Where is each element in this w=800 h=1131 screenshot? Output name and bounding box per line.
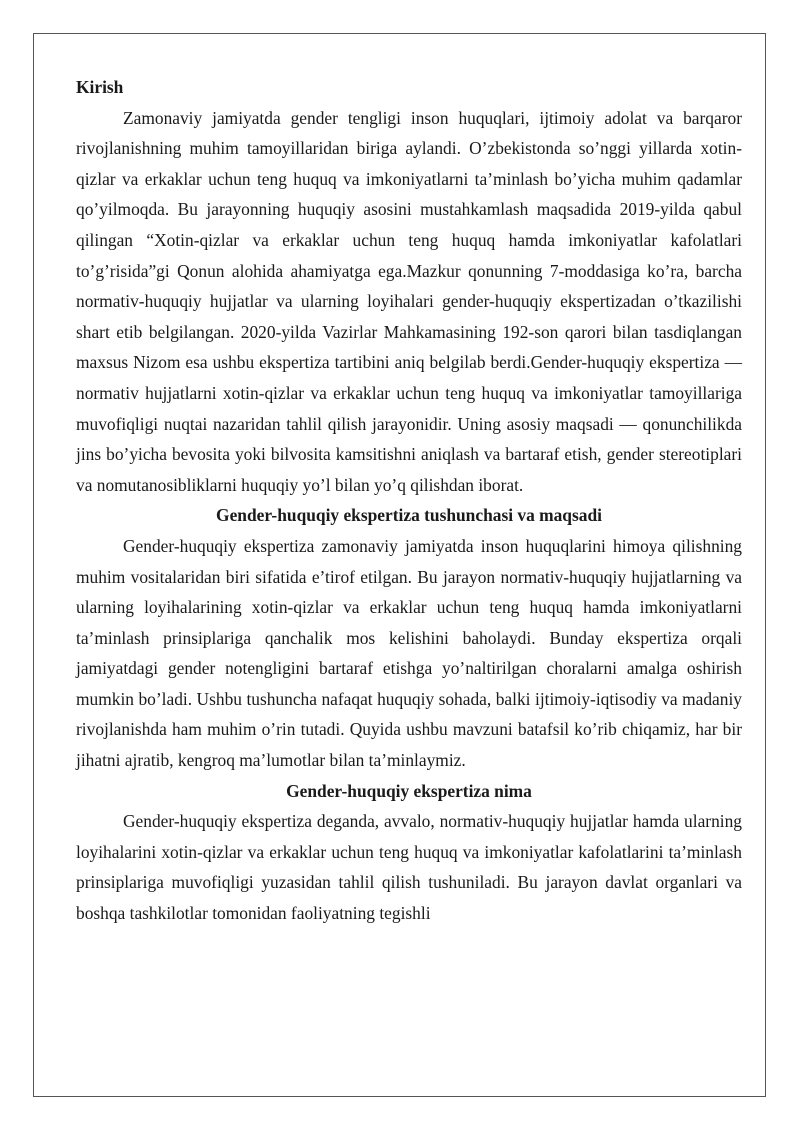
heading-what: Gender-huquqiy ekspertiza nima [286, 780, 532, 801]
heading-concept: Gender-huquqiy ekspertiza tushunchasi va maqsadi [216, 505, 602, 526]
document-body [76, 72, 742, 929]
paragraph-concept: Gender-huquqiy ekspertiza zamonaviy jamiyatda inson huquqlarini himoya qilishning muhim vositalaridan biri sifatida e’tirof etilgan. Bu jarayon normativ-huquqiy hujjatlarning va ularning loyihalarining xotin-qizlar va erkaklar uchun teng huquq hamda imkoniyatlarni ta’minlash prinsiplariga qanchalik mos kelishini baholaydi. Bunday ekspertiza orqali jamiyatdagi gender notengligini bartaraf etishga yo’naltirilgan choralarni amalga oshirish mumkin bo’ladi. Ushbu tushuncha nafaqat huquqiy sohada, balki ijtimoiy-iqtisodiy va madaniy rivojlanishda ham muhim o’rin tutadi. Quyida ushbu mavzuni batafsil ko’rib chiqamiz, har bir jihatni ajratib, kengroq ma’lumotlar bilan ta’minlaymiz. [76, 535, 742, 771]
heading-intro: Kirish [76, 77, 124, 97]
paragraph-intro: Zamonaviy jamiyatda gender tengligi inson huquqlari, ijtimoiy adolat va barqaror rivojlanishning muhim tamoyillaridan biriga aylandi. O’zbekistonda so’nggi yillarda xotin-qizlar va erkaklar uchun teng huquq va imkoniyatlarni ta’minlash bo’yicha muhim qadamlar qo’yilmoqda. Bu jarayonning huquqiy asosini mustahkamlash maqsadida 2019-yilda qabul qilingan “Xotin-qizlar va erkaklar uchun teng huquq hamda imkoniyatlar kafolatlari to’g’risida”gi Qonun alohida ahamiyatga ega.Mazkur qonunning 7-moddasiga ko’ra, barcha normativ-huquqiy hujjatlar va ularning loyihalari gender-huquqiy ekspertizadan o’tkazilishi shart etib belgilangan. 2020-yilda Vazirlar Mahkamasining 192-son qarori bilan tasdiqlangan maxsus Nizom esa ushbu ekspertiza tartibini aniq belgilab berdi.Gender-huquqiy ekspertiza — normativ hujjatlarni xotin-qizlar va erkaklar uchun teng huquq va imkoniyatlar tamoyillariga muvofiqligi nuqtai nazaridan tahlil qilish jarayonidir. Uning asosiy maqsadi — qonunchilikda jins bo’yicha bevosita yoki bilvosita kamsitishni aniqlash va bartaraf etish, gender stereotiplari va nomutanosibliklarni huquqiy yo’l bilan yo’q qilishdan iborat. [76, 107, 742, 495]
paragraph-what: Gender-huquqiy ekspertiza deganda, avvalo, normativ-huquqiy hujjatlar hamda ularning loyihalarini xotin-qizlar va erkaklar uchun teng huquq va imkoniyatlar kafolatlarini ta’minlash prinsiplariga muvofiqligi yuzasidan tahlil qilish tushuniladi. Bu jarayon davlat organlari va boshqa tashkilotlar tomonidan faoliyatning tegishli [76, 811, 742, 924]
